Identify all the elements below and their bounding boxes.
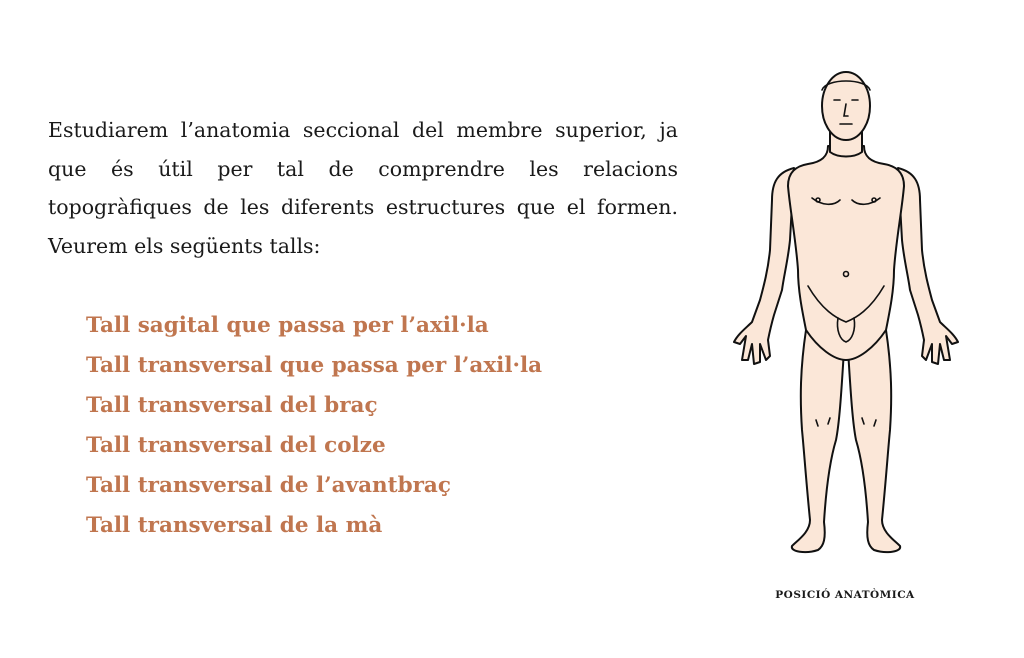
section-link-transverse-arm[interactable]: Tall transversal del braç [86,393,378,418]
figure-caption: POSICIÓ ANATÒMICA [775,589,915,601]
section-list [86,306,542,546]
section-link-transverse-axilla[interactable]: Tall transversal que passa per l’axil·la [86,353,543,378]
section-link-sagittal-axilla[interactable]: Tall sagital que passa per l’axil·la [86,313,489,338]
human-body-icon [726,60,966,580]
intro-paragraph: Estudiarem l’anatomia seccional del membre superior, ja que és útil per tal de comprendre les relacions topogràfiques de les diferents estructures que el formen. Veurem els següents talls: [48,118,678,258]
section-link-transverse-forearm[interactable]: Tall transversal de l’avantbraç [86,473,451,498]
anatomical-figure [726,60,966,580]
section-link-transverse-elbow[interactable]: Tall transversal del colze [86,433,386,458]
section-link-transverse-hand[interactable]: Tall transversal de la mà [86,513,383,538]
